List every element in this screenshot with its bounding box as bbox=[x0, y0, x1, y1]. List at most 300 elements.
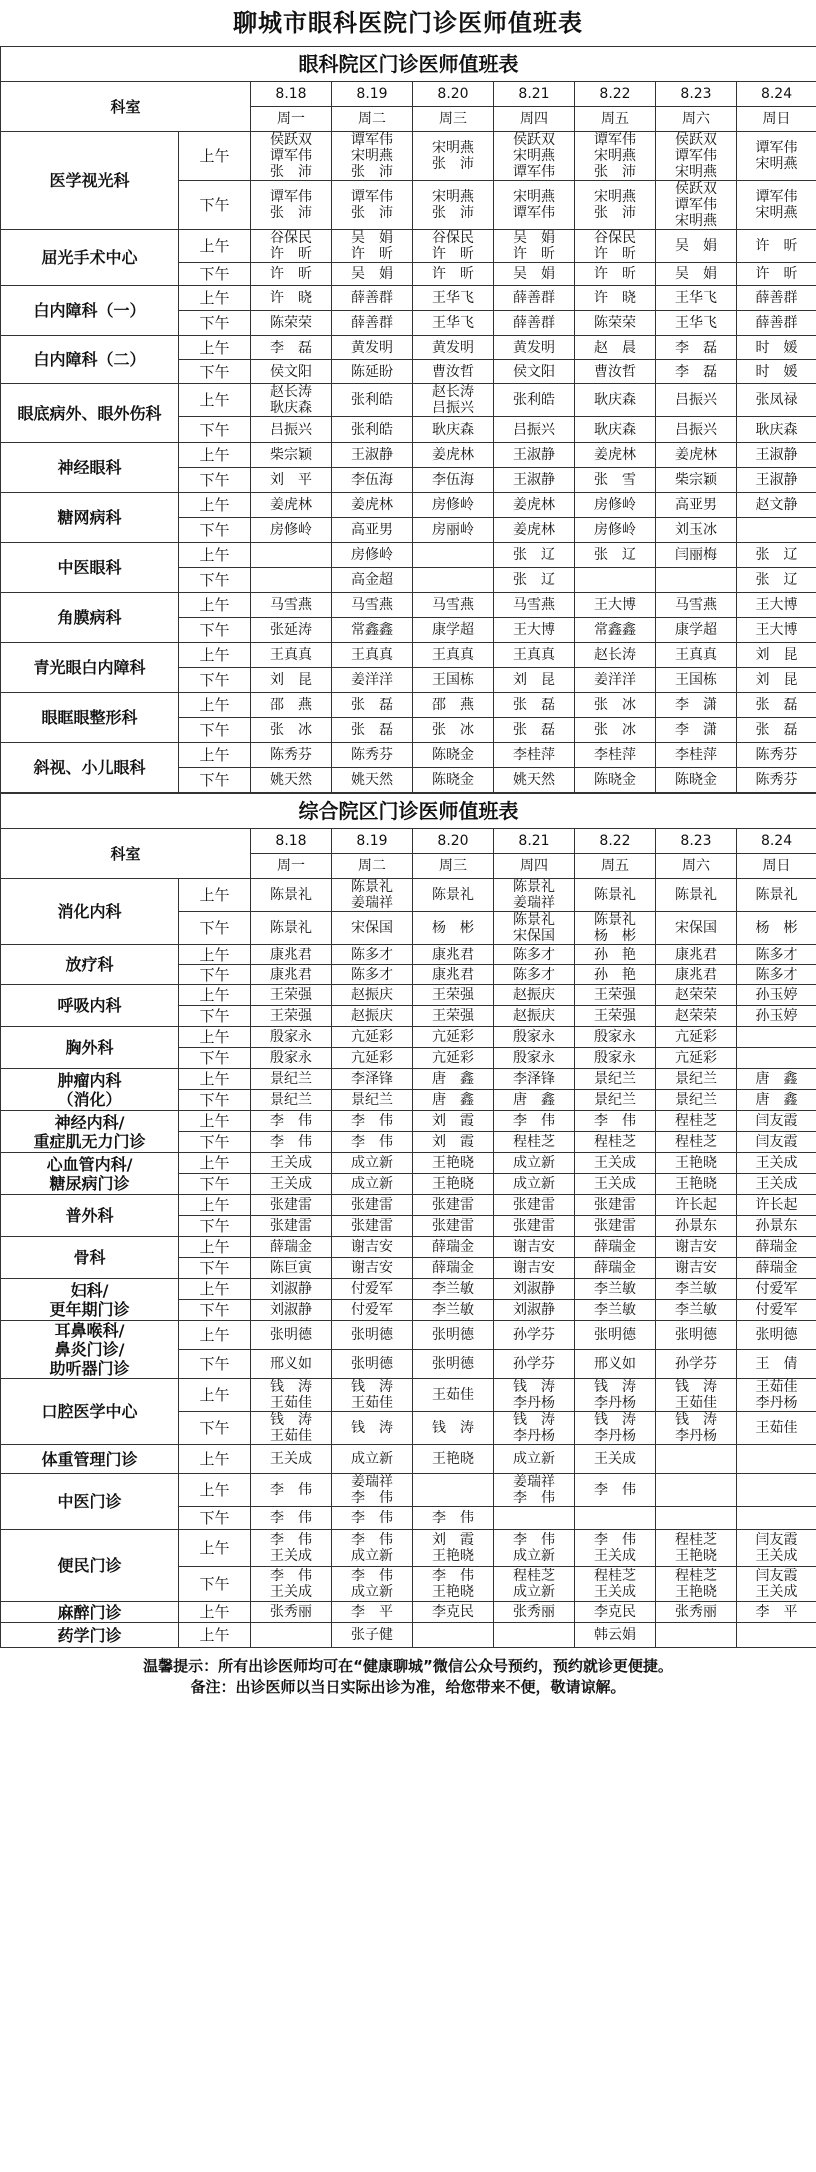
dept-row-am bbox=[1, 1027, 816, 1048]
doctor-cell: 刘玉冰 bbox=[656, 518, 737, 543]
doctor-cell: 刘 平 bbox=[251, 468, 332, 493]
doctor-cell: 张建雷 bbox=[575, 1195, 656, 1216]
doctor-cell: 杨 彬 bbox=[413, 912, 494, 945]
doctor-cell: 谭军伟 张 沛 bbox=[251, 181, 332, 230]
doctor-cell: 张利皓 bbox=[494, 384, 575, 417]
doctor-cell: 孙 艳 bbox=[575, 965, 656, 985]
doctor-cell: 马雪燕 bbox=[251, 593, 332, 618]
date-row bbox=[1, 829, 816, 854]
dept-name: 医学视光科 bbox=[1, 132, 179, 230]
session-am: 上午 bbox=[179, 1069, 251, 1090]
doctor-cell: 张明德 bbox=[413, 1321, 494, 1350]
dept-row-am bbox=[1, 1279, 816, 1300]
doctor-cell: 亢延彩 bbox=[656, 1048, 737, 1069]
doctor-cell: 姚天然 bbox=[494, 768, 575, 793]
dept-name: 口腔医学中心 bbox=[1, 1379, 179, 1445]
doctor-cell: 王荣强 bbox=[413, 985, 494, 1006]
doctor-cell: 李 磊 bbox=[656, 336, 737, 360]
doctor-cell: 谢吉安 bbox=[332, 1237, 413, 1258]
doctor-cell: 李 伟 bbox=[332, 1507, 413, 1530]
doctor-cell: 李 平 bbox=[737, 1602, 816, 1623]
doctor-cell: 姜瑞祥 李 伟 bbox=[494, 1474, 575, 1507]
doctor-cell: 王艳晓 bbox=[413, 1174, 494, 1195]
doctor-cell: 钱 涛 王茹佳 bbox=[332, 1379, 413, 1412]
dept-name: 胸外科 bbox=[1, 1027, 179, 1069]
doctor-cell: 薛善群 bbox=[494, 311, 575, 336]
doctor-cell: 王大博 bbox=[575, 593, 656, 618]
doctor-cell: 赵荣荣 bbox=[656, 1006, 737, 1027]
doctor-cell: 韩云娟 bbox=[575, 1623, 656, 1648]
weekday-cell: 周一 bbox=[251, 854, 332, 879]
doctor-cell: 刘 昆 bbox=[737, 668, 816, 693]
dept-name: 耳鼻喉科/ 鼻炎门诊/ 助听器门诊 bbox=[1, 1321, 179, 1379]
doctor-cell: 王淑静 bbox=[494, 468, 575, 493]
doctor-cell: 刘淑静 bbox=[494, 1279, 575, 1300]
dept-row-am bbox=[1, 543, 816, 568]
doctor-cell: 成立新 bbox=[494, 1174, 575, 1195]
doctor-cell: 张明德 bbox=[332, 1350, 413, 1379]
doctor-cell: 谢吉安 bbox=[656, 1258, 737, 1279]
doctor-cell: 成立新 bbox=[332, 1174, 413, 1195]
doctor-cell: 陈晓金 bbox=[575, 768, 656, 793]
doctor-cell: 李 伟 王关成 bbox=[251, 1530, 332, 1567]
doctor-cell: 王荣强 bbox=[575, 1006, 656, 1027]
date-cell: 8.22 bbox=[575, 82, 656, 107]
doctor-cell: 刘 昆 bbox=[251, 668, 332, 693]
doctor-cell: 成立新 bbox=[332, 1153, 413, 1174]
doctor-cell: 张秀丽 bbox=[656, 1602, 737, 1623]
doctor-cell bbox=[413, 1623, 494, 1648]
dept-row-am bbox=[1, 1195, 816, 1216]
doctor-cell: 高亚男 bbox=[332, 518, 413, 543]
doctor-cell: 张明德 bbox=[656, 1321, 737, 1350]
doctor-cell: 李 平 bbox=[332, 1602, 413, 1623]
section-title: 综合院区门诊医师值班表 bbox=[1, 794, 816, 829]
doctor-cell: 景纪兰 bbox=[575, 1069, 656, 1090]
doctor-cell: 谭军伟 宋明燕 张 沛 bbox=[575, 132, 656, 181]
doctor-cell: 成立新 bbox=[494, 1153, 575, 1174]
dept-row-am bbox=[1, 879, 816, 912]
dept-row-am bbox=[1, 693, 816, 718]
doctor-cell: 宋明燕 张 沛 bbox=[413, 181, 494, 230]
doctor-cell: 陈秀芬 bbox=[737, 743, 816, 768]
doctor-cell: 李 伟 bbox=[494, 1111, 575, 1132]
doctor-cell: 耿庆森 bbox=[413, 417, 494, 443]
doctor-cell: 许 晓 bbox=[251, 286, 332, 311]
doctor-cell: 王华飞 bbox=[413, 311, 494, 336]
doctor-cell bbox=[413, 543, 494, 568]
doctor-cell: 薛瑞金 bbox=[251, 1237, 332, 1258]
doctor-cell: 薛瑞金 bbox=[575, 1258, 656, 1279]
doctor-cell bbox=[737, 1048, 816, 1069]
doctor-cell: 吴 娟 bbox=[656, 263, 737, 286]
doctor-cell: 刘 昆 bbox=[737, 643, 816, 668]
doctor-cell: 吴 娟 许 昕 bbox=[332, 230, 413, 263]
session-am: 上午 bbox=[179, 1445, 251, 1474]
dept-row-am bbox=[1, 985, 816, 1006]
doctor-cell: 王真真 bbox=[413, 643, 494, 668]
doctor-cell: 邢义如 bbox=[575, 1350, 656, 1379]
doctor-cell: 刘淑静 bbox=[251, 1300, 332, 1321]
doctor-cell: 李 磊 bbox=[251, 336, 332, 360]
doctor-cell: 陈多才 bbox=[332, 965, 413, 985]
doctor-cell: 陈景礼 bbox=[413, 879, 494, 912]
doctor-cell: 张建雷 bbox=[251, 1216, 332, 1237]
doctor-cell: 李克民 bbox=[575, 1602, 656, 1623]
doctor-cell: 许 昕 bbox=[251, 263, 332, 286]
doctor-cell: 李 潇 bbox=[656, 718, 737, 743]
session-pm: 下午 bbox=[179, 263, 251, 286]
doctor-cell: 王大博 bbox=[494, 618, 575, 643]
session-am: 上午 bbox=[179, 1602, 251, 1623]
doctor-cell: 陈延盼 bbox=[332, 360, 413, 384]
session-am: 上午 bbox=[179, 643, 251, 668]
dept-row-am bbox=[1, 493, 816, 518]
doctor-cell: 王关成 bbox=[737, 1174, 816, 1195]
doctor-cell: 张建雷 bbox=[494, 1216, 575, 1237]
date-cell: 8.20 bbox=[413, 82, 494, 107]
doctor-cell: 李 伟 bbox=[251, 1111, 332, 1132]
doctor-cell: 张 磊 bbox=[737, 718, 816, 743]
doctor-cell: 亢延彩 bbox=[656, 1027, 737, 1048]
doctor-cell: 刘淑静 bbox=[494, 1300, 575, 1321]
dept-name: 白内障科（一） bbox=[1, 286, 179, 336]
doctor-cell: 唐 鑫 bbox=[413, 1069, 494, 1090]
doctor-cell: 赵文静 bbox=[737, 493, 816, 518]
weekday-cell: 周二 bbox=[332, 107, 413, 132]
doctor-cell: 张 磊 bbox=[332, 693, 413, 718]
session-pm: 下午 bbox=[179, 718, 251, 743]
session-pm: 下午 bbox=[179, 965, 251, 985]
doctor-cell: 成立新 bbox=[332, 1445, 413, 1474]
dept-name: 斜视、小儿眼科 bbox=[1, 743, 179, 793]
doctor-cell bbox=[737, 518, 816, 543]
session-pm: 下午 bbox=[179, 1507, 251, 1530]
doctor-cell: 李 潇 bbox=[656, 693, 737, 718]
session-pm: 下午 bbox=[179, 1006, 251, 1027]
session-pm: 下午 bbox=[179, 1216, 251, 1237]
doctor-cell: 成立新 bbox=[494, 1445, 575, 1474]
doctor-cell: 耿庆森 bbox=[737, 417, 816, 443]
doctor-cell: 姜洋洋 bbox=[332, 668, 413, 693]
doctor-cell: 陈景礼 bbox=[737, 879, 816, 912]
doctor-cell: 薛瑞金 bbox=[413, 1258, 494, 1279]
doctor-cell: 张 冰 bbox=[575, 693, 656, 718]
dept-name: 肿瘤内科 （消化） bbox=[1, 1069, 179, 1111]
date-cell: 8.21 bbox=[494, 82, 575, 107]
dept-name: 中医门诊 bbox=[1, 1474, 179, 1530]
doctor-cell: 陈晓金 bbox=[656, 768, 737, 793]
doctor-cell: 刘淑静 bbox=[251, 1279, 332, 1300]
doctor-cell: 景纪兰 bbox=[251, 1090, 332, 1111]
doctor-cell: 姜虎林 bbox=[656, 443, 737, 468]
doctor-cell: 李兰敏 bbox=[413, 1300, 494, 1321]
doctor-cell: 陈秀芬 bbox=[737, 768, 816, 793]
doctor-cell: 王关成 bbox=[575, 1153, 656, 1174]
doctor-cell: 王淑静 bbox=[737, 468, 816, 493]
doctor-cell: 张 磊 bbox=[737, 693, 816, 718]
doctor-cell: 程桂芝 bbox=[656, 1111, 737, 1132]
doctor-cell: 王真真 bbox=[251, 643, 332, 668]
weekday-cell: 周日 bbox=[737, 107, 816, 132]
doctor-cell: 孙景东 bbox=[656, 1216, 737, 1237]
doctor-cell: 张明德 bbox=[413, 1350, 494, 1379]
dept-name: 眼眶眼整形科 bbox=[1, 693, 179, 743]
doctor-cell: 亢延彩 bbox=[413, 1048, 494, 1069]
doctor-cell: 陈晓金 bbox=[413, 743, 494, 768]
date-cell: 8.24 bbox=[737, 82, 816, 107]
session-pm: 下午 bbox=[179, 1174, 251, 1195]
doctor-cell: 张明德 bbox=[332, 1321, 413, 1350]
session-pm: 下午 bbox=[179, 568, 251, 593]
doctor-cell: 殷家永 bbox=[575, 1048, 656, 1069]
doctor-cell: 张 辽 bbox=[494, 543, 575, 568]
doctor-cell: 闫丽梅 bbox=[656, 543, 737, 568]
doctor-cell: 耿庆森 bbox=[575, 417, 656, 443]
doctor-cell bbox=[251, 1623, 332, 1648]
doctor-cell: 李 伟 成立新 bbox=[332, 1567, 413, 1602]
doctor-cell: 赵长涛 bbox=[575, 643, 656, 668]
doctor-cell: 李泽锋 bbox=[332, 1069, 413, 1090]
doctor-cell: 程桂芝 王关成 bbox=[575, 1567, 656, 1602]
dept-row-am bbox=[1, 593, 816, 618]
doctor-cell: 李兰敏 bbox=[575, 1279, 656, 1300]
doctor-cell: 钱 涛 bbox=[332, 1412, 413, 1445]
doctor-cell: 李桂萍 bbox=[656, 743, 737, 768]
doctor-cell: 李 伟 bbox=[332, 1132, 413, 1153]
session-am: 上午 bbox=[179, 443, 251, 468]
session-am: 上午 bbox=[179, 1379, 251, 1412]
session-am: 上午 bbox=[179, 1321, 251, 1350]
doctor-cell: 陈晓金 bbox=[413, 768, 494, 793]
doctor-cell: 钱 涛 李丹杨 bbox=[494, 1379, 575, 1412]
doctor-cell: 吴 娟 许 昕 bbox=[494, 230, 575, 263]
doctor-cell: 张建雷 bbox=[332, 1195, 413, 1216]
doctor-cell bbox=[575, 1507, 656, 1530]
dept-row-am bbox=[1, 1474, 816, 1507]
doctor-cell: 许 昕 bbox=[575, 263, 656, 286]
weekday-cell: 周日 bbox=[737, 854, 816, 879]
doctor-cell: 薛善群 bbox=[332, 311, 413, 336]
doctor-cell: 曹汝哲 bbox=[575, 360, 656, 384]
doctor-cell: 宋保国 bbox=[656, 912, 737, 945]
doctor-cell: 薛善群 bbox=[494, 286, 575, 311]
doctor-cell: 王真真 bbox=[494, 643, 575, 668]
doctor-cell: 侯文阳 bbox=[251, 360, 332, 384]
dept-name: 角膜病科 bbox=[1, 593, 179, 643]
doctor-cell: 黄发明 bbox=[332, 336, 413, 360]
dept-name: 麻醉门诊 bbox=[1, 1602, 179, 1623]
doctor-cell: 薛善群 bbox=[737, 311, 816, 336]
doctor-cell: 陈秀芬 bbox=[251, 743, 332, 768]
doctor-cell: 钱 涛 王茹佳 bbox=[251, 1379, 332, 1412]
doctor-cell: 赵荣荣 bbox=[656, 985, 737, 1006]
doctor-cell: 吴 娟 bbox=[656, 230, 737, 263]
dept-row-am bbox=[1, 286, 816, 311]
doctor-cell: 孙学芬 bbox=[656, 1350, 737, 1379]
doctor-cell: 付爱军 bbox=[737, 1300, 816, 1321]
dept-name: 屈光手术中心 bbox=[1, 230, 179, 286]
session-pm: 下午 bbox=[179, 912, 251, 945]
doctor-cell: 陈多才 bbox=[332, 945, 413, 965]
doctor-cell: 张建雷 bbox=[251, 1195, 332, 1216]
doctor-cell: 房修岭 bbox=[251, 518, 332, 543]
doctor-cell: 姜洋洋 bbox=[575, 668, 656, 693]
doctor-cell: 时 媛 bbox=[737, 360, 816, 384]
doctor-cell bbox=[251, 543, 332, 568]
session-pm: 下午 bbox=[179, 1567, 251, 1602]
doctor-cell: 宋明燕 张 沛 bbox=[575, 181, 656, 230]
weekday-cell: 周四 bbox=[494, 107, 575, 132]
session-am: 上午 bbox=[179, 593, 251, 618]
dept-row-am bbox=[1, 384, 816, 417]
doctor-cell: 王华飞 bbox=[413, 286, 494, 311]
doctor-cell: 陈荣荣 bbox=[575, 311, 656, 336]
date-cell: 8.22 bbox=[575, 829, 656, 854]
session-am: 上午 bbox=[179, 1195, 251, 1216]
doctor-cell: 李克民 bbox=[413, 1602, 494, 1623]
doctor-cell: 王关成 bbox=[737, 1153, 816, 1174]
doctor-cell: 张 磊 bbox=[494, 693, 575, 718]
schedule-tables bbox=[0, 46, 816, 1648]
doctor-cell: 孙 艳 bbox=[575, 945, 656, 965]
weekday-cell: 周三 bbox=[413, 854, 494, 879]
dept-row-am bbox=[1, 1069, 816, 1090]
doctor-cell: 钱 涛 李丹杨 bbox=[656, 1412, 737, 1445]
session-pm: 下午 bbox=[179, 1350, 251, 1379]
doctor-cell: 唐 鑫 bbox=[737, 1090, 816, 1111]
section-title-row bbox=[1, 794, 816, 829]
doctor-cell: 张建雷 bbox=[332, 1216, 413, 1237]
date-cell: 8.23 bbox=[656, 82, 737, 107]
dept-row-am bbox=[1, 1321, 816, 1350]
doctor-cell: 房丽岭 bbox=[413, 518, 494, 543]
doctor-cell: 房修岭 bbox=[413, 493, 494, 518]
doctor-cell: 孙景东 bbox=[737, 1216, 816, 1237]
doctor-cell: 宋明燕 谭军伟 bbox=[494, 181, 575, 230]
weekday-cell: 周六 bbox=[656, 854, 737, 879]
session-am: 上午 bbox=[179, 132, 251, 181]
doctor-cell: 付爱军 bbox=[737, 1279, 816, 1300]
doctor-cell: 马雪燕 bbox=[413, 593, 494, 618]
dept-name: 妇科/ 更年期门诊 bbox=[1, 1279, 179, 1321]
dept-row-am bbox=[1, 1153, 816, 1174]
doctor-cell bbox=[494, 1623, 575, 1648]
doctor-cell: 赵振庆 bbox=[332, 985, 413, 1006]
doctor-cell: 钱 涛 李丹杨 bbox=[575, 1379, 656, 1412]
doctor-cell bbox=[737, 1445, 816, 1474]
date-cell: 8.21 bbox=[494, 829, 575, 854]
doctor-cell: 唐 鑫 bbox=[494, 1090, 575, 1111]
dept-row-am bbox=[1, 1445, 816, 1474]
session-pm: 下午 bbox=[179, 360, 251, 384]
doctor-cell: 钱 涛 王茹佳 bbox=[251, 1412, 332, 1445]
doctor-cell: 赵振庆 bbox=[332, 1006, 413, 1027]
doctor-cell: 王华飞 bbox=[656, 311, 737, 336]
doctor-cell: 刘 霞 bbox=[413, 1132, 494, 1153]
doctor-cell: 姜虎林 bbox=[332, 493, 413, 518]
doctor-cell: 谷保民 许 昕 bbox=[575, 230, 656, 263]
doctor-cell: 宋保国 bbox=[332, 912, 413, 945]
schedule-table bbox=[0, 793, 816, 1648]
doctor-cell: 黄发明 bbox=[413, 336, 494, 360]
doctor-cell bbox=[737, 1027, 816, 1048]
doctor-cell: 康学超 bbox=[413, 618, 494, 643]
date-cell: 8.19 bbox=[332, 829, 413, 854]
doctor-cell: 谢吉安 bbox=[494, 1237, 575, 1258]
doctor-cell: 康兆君 bbox=[656, 945, 737, 965]
date-cell: 8.18 bbox=[251, 829, 332, 854]
doctor-cell: 景纪兰 bbox=[251, 1069, 332, 1090]
doctor-cell: 谷保民 许 昕 bbox=[413, 230, 494, 263]
doctor-cell: 程桂芝 王艳晓 bbox=[656, 1567, 737, 1602]
doctor-cell: 张子健 bbox=[332, 1623, 413, 1648]
dept-row-am bbox=[1, 743, 816, 768]
doctor-cell: 耿庆森 bbox=[575, 384, 656, 417]
doctor-cell: 付爱军 bbox=[332, 1279, 413, 1300]
doctor-cell: 钱 涛 李丹杨 bbox=[575, 1412, 656, 1445]
doctor-cell: 邵 燕 bbox=[413, 693, 494, 718]
session-pm: 下午 bbox=[179, 417, 251, 443]
doctor-cell: 孙玉婷 bbox=[737, 985, 816, 1006]
doctor-cell: 王艳晓 bbox=[656, 1174, 737, 1195]
doctor-cell: 许 昕 bbox=[737, 230, 816, 263]
doctor-cell: 殷家永 bbox=[494, 1027, 575, 1048]
doctor-cell: 康兆君 bbox=[251, 945, 332, 965]
doctor-cell: 侯跃双 谭军伟 宋明燕 bbox=[656, 132, 737, 181]
doctor-cell: 李 伟 bbox=[413, 1507, 494, 1530]
doctor-cell: 侯跃双 谭军伟 宋明燕 bbox=[656, 181, 737, 230]
doctor-cell: 李 伟 成立新 bbox=[494, 1530, 575, 1567]
doctor-cell: 姜虎林 bbox=[494, 518, 575, 543]
doctor-cell: 程桂芝 王艳晓 bbox=[656, 1530, 737, 1567]
doctor-cell: 陈景礼 姜瑞祥 bbox=[332, 879, 413, 912]
doctor-cell: 张利皓 bbox=[332, 384, 413, 417]
doctor-cell: 许 昕 bbox=[413, 263, 494, 286]
dept-name: 神经眼科 bbox=[1, 443, 179, 493]
doctor-cell: 陈景礼 bbox=[251, 912, 332, 945]
doctor-cell: 陈景礼 姜瑞祥 bbox=[494, 879, 575, 912]
dept-name: 骨科 bbox=[1, 1237, 179, 1279]
dept-row-am bbox=[1, 230, 816, 263]
doctor-cell: 王关成 bbox=[251, 1153, 332, 1174]
doctor-cell: 王 倩 bbox=[737, 1350, 816, 1379]
doctor-cell: 谢吉安 bbox=[332, 1258, 413, 1279]
doctor-cell: 陈景礼 bbox=[251, 879, 332, 912]
weekday-cell: 周一 bbox=[251, 107, 332, 132]
date-row bbox=[1, 82, 816, 107]
doctor-cell: 刘 昆 bbox=[494, 668, 575, 693]
dept-name: 中医眼科 bbox=[1, 543, 179, 593]
doctor-cell: 谢吉安 bbox=[656, 1237, 737, 1258]
doctor-cell: 时 媛 bbox=[737, 336, 816, 360]
doctor-cell bbox=[413, 1474, 494, 1507]
doctor-cell bbox=[656, 1623, 737, 1648]
doctor-cell: 薛瑞金 bbox=[413, 1237, 494, 1258]
doctor-cell: 张 辽 bbox=[737, 568, 816, 593]
dept-row-am bbox=[1, 1623, 816, 1648]
section-title: 眼科院区门诊医师值班表 bbox=[1, 47, 816, 82]
dept-name: 消化内科 bbox=[1, 879, 179, 945]
doctor-cell: 曹汝哲 bbox=[413, 360, 494, 384]
doctor-cell: 马雪燕 bbox=[332, 593, 413, 618]
doctor-cell: 张秀丽 bbox=[251, 1602, 332, 1623]
doctor-cell: 张 冰 bbox=[413, 718, 494, 743]
session-am: 上午 bbox=[179, 543, 251, 568]
dept-row-am bbox=[1, 945, 816, 965]
dept-row-am bbox=[1, 1530, 816, 1567]
doctor-cell bbox=[575, 568, 656, 593]
